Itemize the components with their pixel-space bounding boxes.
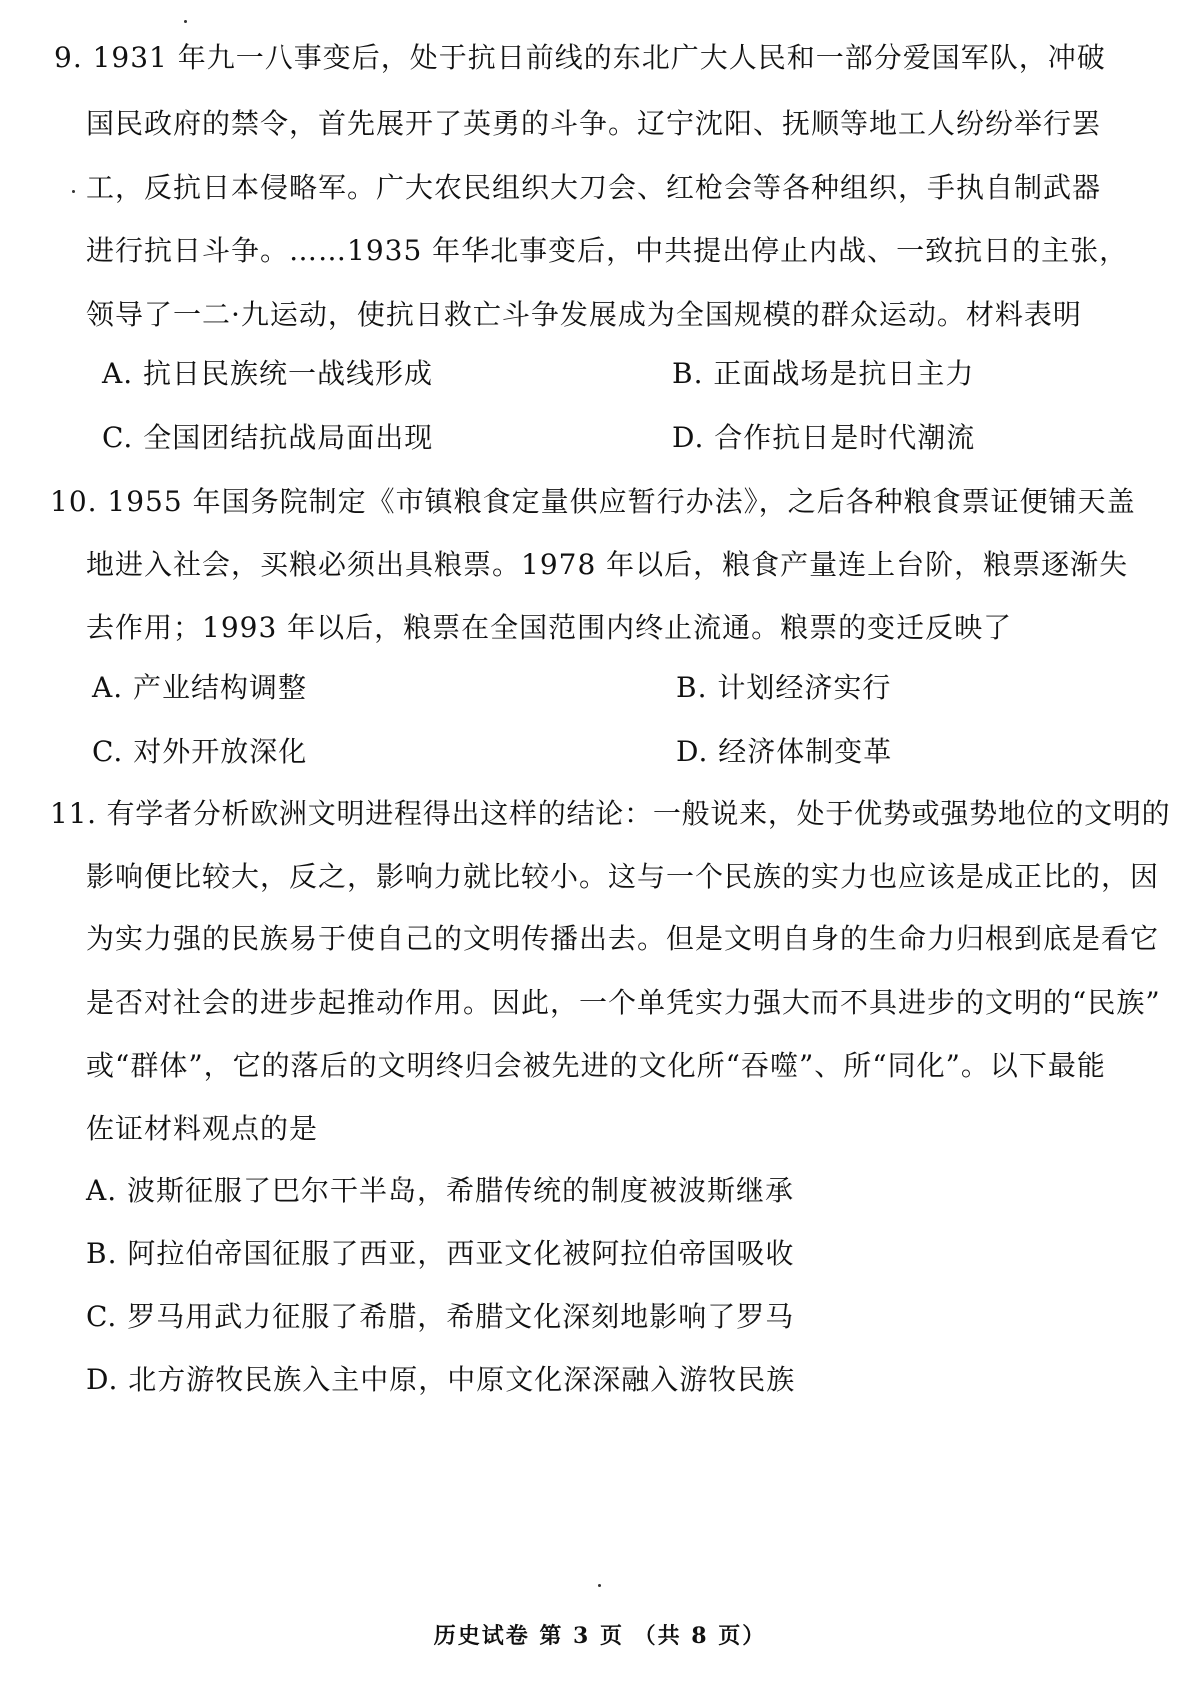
question-text-line: 地进入社会，买粮必须出具粮票。1978 年以后，粮食产量连上台阶，粮票逐渐失: [86, 548, 1129, 581]
option-a: A. 产业结构调整: [92, 671, 308, 704]
page-footer: 历史试卷 第 3 页 （共 8 页）: [433, 1623, 767, 1649]
question-text-line: 去作用；1993 年以后，粮票在全国范围内终止流通。粮票的变迁反映了: [86, 611, 1013, 644]
question-text-line: 或“群体”，它的落后的文明终归会被先进的文化所“吞噬”、所“同化”。以下最能: [86, 1049, 1106, 1082]
option-c: C. 罗马用武力征服了希腊，希腊文化深刻地影响了罗马: [86, 1300, 795, 1333]
option-c: C. 全国团结抗战局面出现: [102, 421, 434, 454]
option-b: B. 计划经济实行: [676, 671, 892, 704]
option-d: D. 合作抗日是时代潮流: [672, 421, 976, 454]
option-a: A. 波斯征服了巴尔干半岛，希腊传统的制度被波斯继承: [86, 1174, 795, 1207]
question-text-line: 领导了一二·九运动，使抗日救亡斗争发展成为全国规模的群众运动。材料表明: [86, 298, 1082, 331]
option-c: C. 对外开放深化: [92, 735, 308, 768]
option-a: A. 抗日民族统一战线形成: [102, 357, 434, 390]
option-d: D. 北方游牧民族入主中原，中原文化深深融入游牧民族: [86, 1363, 796, 1396]
option-d: D. 经济体制变革: [676, 735, 893, 768]
question-text-line: 进行抗日斗争。……1935 年华北事变后，中共提出停止内战、一致抗日的主张，: [86, 234, 1129, 267]
scan-speck: [598, 1584, 601, 1587]
question-text-line: 11. 有学者分析欧洲文明进程得出这样的结论：一般说来，处于优势或强势地位的文明的: [50, 797, 1171, 830]
question-text-line: 9. 1931 年九一八事变后，处于抗日前线的东北广大人民和一部分爱国军队，冲破: [54, 41, 1106, 74]
question-text-line: 为实力强的民族易于使自己的文明传播出去。但是文明自身的生命力归根到底是看它: [86, 922, 1160, 955]
question-text-line: 影响便比较大，反之，影响力就比较小。这与一个民族的实力也应该是成正比的，因: [86, 860, 1160, 893]
option-b: B. 正面战场是抗日主力: [672, 357, 975, 390]
question-text-line: 国民政府的禁令，首先展开了英勇的斗争。辽宁沈阳、抚顺等地工人纷纷举行罢: [86, 107, 1102, 140]
question-text-line: 佐证材料观点的是: [86, 1112, 319, 1145]
scan-speck: [184, 20, 187, 23]
question-text-line: 工，反抗日本侵略军。广大农民组织大刀会、红枪会等各种组织，手执自制武器: [86, 171, 1102, 204]
question-text-line: 10. 1955 年国务院制定《市镇粮食定量供应暂行办法》，之后各种粮食票证便铺天盖: [50, 485, 1136, 518]
option-b: B. 阿拉伯帝国征服了西亚，西亚文化被阿拉伯帝国吸收: [86, 1237, 795, 1270]
scan-speck: [72, 190, 75, 193]
question-text-line: 是否对社会的进步起推动作用。因此，一个单凭实力强大而不具进步的文明的“民族”: [86, 986, 1161, 1019]
